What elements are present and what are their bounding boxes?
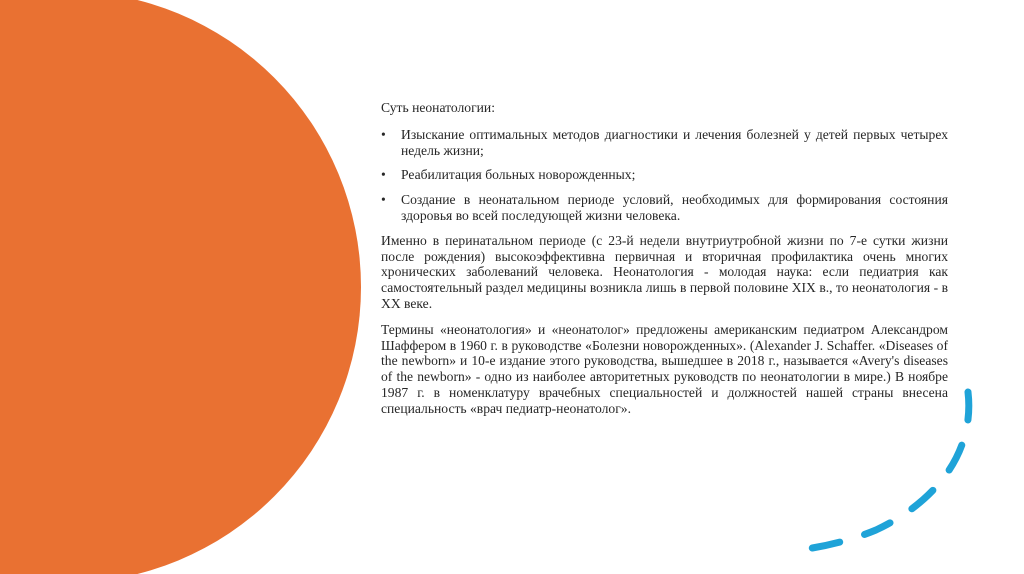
section-heading: Суть неонатологии: [381, 100, 495, 115]
bullet-list [381, 127, 948, 224]
paragraph-perinatal: Именно в перинатальном периоде (с 23-й недели внутриутробной жизни по 7-е сутки жизни после рождения) высокоэффективна первичная и вторичная профилактика очень многих хронических заболеваний человека. Неонатология - молодая наука: если педиатрия как самостоятельный раздел медицины возникла лишь в первой половине XIX в., то неонатология - в XX веке. [381, 232, 948, 311]
paragraph-terminology: Термины «неонатология» и «неонатолог» предложены американским педиатром Александром Шаффером в 1960 г. в руководстве «Болезни новорожденных». (Alexander J. Schaffer. «Diseases of the newborn» и 10-е издание этого руководства, вышедшее в 2018 г., называется «Avery's diseases of the newborn» - одно из наиболее авторитетных руководств по неонатологии в мире.) В ноябре 1987 г. в номенклатуру врачебных специальностей и должностей нашей страны внесена специальность «врач педиатр-неонатолог». [381, 321, 948, 416]
bullet-marker: • [381, 167, 386, 183]
bullet-text: Реабилитация больных новорожденных; [401, 167, 636, 183]
bullet-text: Изыскание оптимальных методов диагностики и лечения болезней у детей первых четырех недель жизни; [401, 126, 948, 158]
bullet-item [381, 167, 948, 183]
bullet-marker: • [381, 192, 386, 208]
bullet-marker: • [381, 126, 386, 142]
bullet-item [381, 192, 948, 224]
orange-circle [0, 0, 361, 574]
content-text [381, 100, 948, 427]
bullet-item [381, 127, 948, 159]
bullet-text: Создание в неонатальном периоде условий, необходимых для формирования состояния здоровья во всей последующей жизни человека. [401, 192, 948, 223]
